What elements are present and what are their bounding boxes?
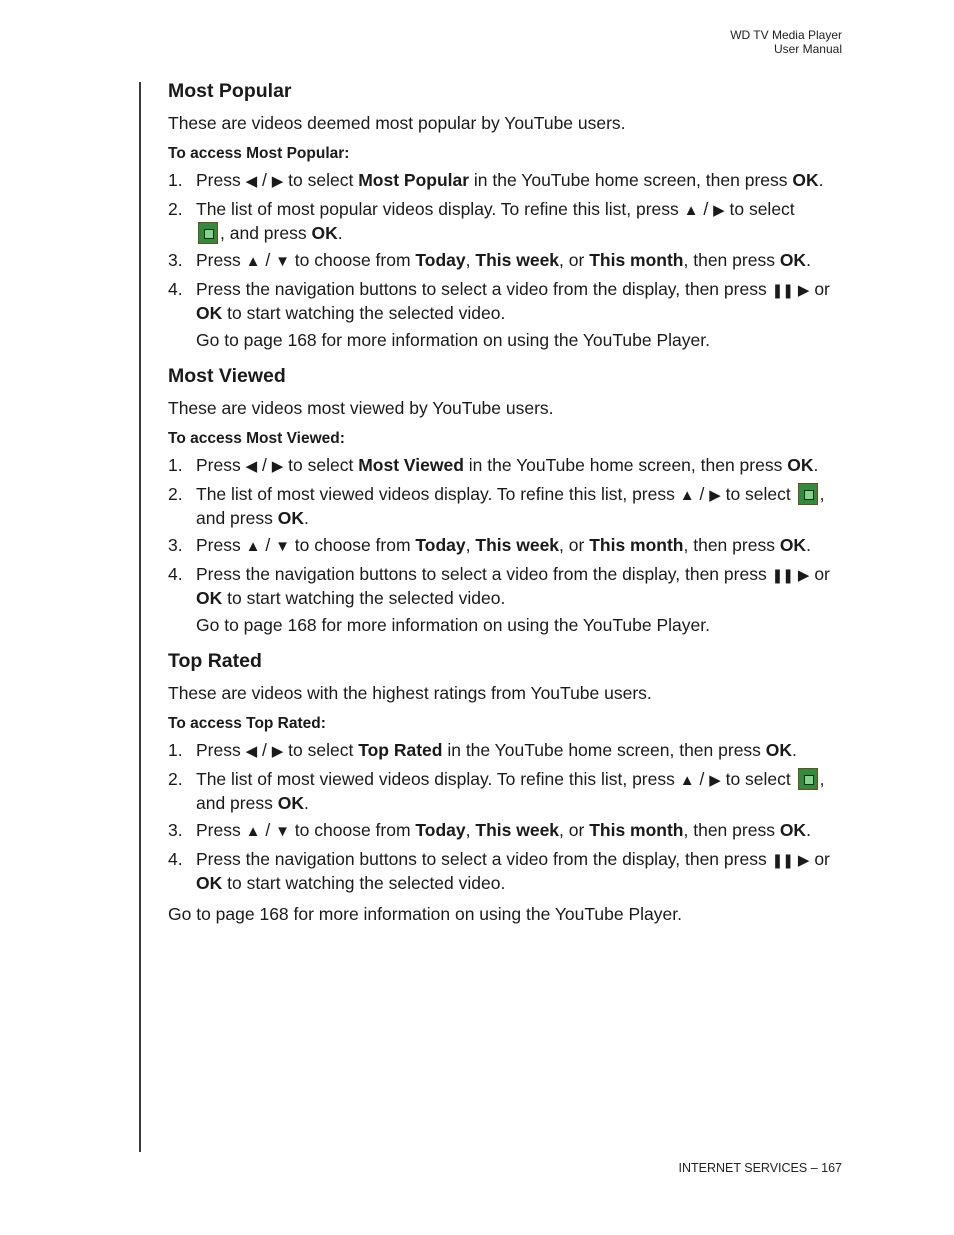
page-content	[168, 78, 848, 925]
step-number: 3.	[168, 250, 183, 270]
section-most-viewed	[168, 363, 848, 636]
step-4: 4. Press the navigation buttons to select a video from the display, then press ❚❚ ▶ or OK to start watching the selected video.	[168, 279, 830, 323]
right-arrow-icon: ▶	[271, 458, 284, 475]
pause-icon: ❚❚	[771, 282, 794, 298]
step-number: 4.	[168, 849, 183, 869]
step-1: 1. Press ◀ / ▶ to select Most Viewed in the YouTube home screen, then press OK.	[168, 454, 848, 478]
step-2: 2. The list of most popular videos display. To refine this list, press ▲ / ▶ to select , and press OK.	[168, 199, 795, 243]
section-intro: These are videos with the highest ratings from YouTube users.	[168, 683, 652, 703]
step-1: 1. Press ◀ / ▶ to select Top Rated in the YouTube home screen, then press OK.	[168, 739, 848, 763]
procedure-heading: To access Most Viewed:	[168, 430, 345, 447]
left-arrow-icon: ◀	[245, 173, 258, 190]
right-arrow-icon: ▶	[709, 772, 721, 789]
step-2: 2. The list of most viewed videos display. To refine this list, press ▲ / ▶ to select , and press OK.	[168, 484, 825, 528]
up-arrow-icon: ▲	[683, 202, 699, 219]
section-top-rated	[168, 648, 848, 894]
step-2: 2. The list of most viewed videos display. To refine this list, press ▲ / ▶ to select , and press OK.	[168, 769, 825, 813]
steps-list	[168, 454, 848, 609]
step-number: 1.	[168, 455, 183, 475]
green-refine-icon	[198, 222, 218, 244]
reference-note: Go to page 168 for more information on using the YouTube Player.	[196, 615, 710, 635]
section-title: Most Viewed	[168, 365, 286, 387]
procedure-heading: To access Most Popular:	[168, 145, 350, 162]
steps-list	[168, 169, 848, 324]
up-arrow-icon: ▲	[245, 538, 261, 555]
reference-note: Go to page 168 for more information on using the YouTube Player.	[196, 330, 710, 350]
section-intro: These are videos deemed most popular by YouTube users.	[168, 113, 626, 133]
step-4: 4. Press the navigation buttons to select a video from the display, then press ❚❚ ▶ or OK to start watching the selected video.	[168, 849, 830, 893]
header-title: WD TV Media Player	[730, 28, 842, 42]
step-number: 3.	[168, 535, 183, 555]
step-number: 1.	[168, 170, 183, 190]
step-number: 2.	[168, 769, 183, 789]
running-header	[730, 28, 842, 56]
margin-rule	[139, 82, 141, 1152]
left-arrow-icon: ◀	[245, 743, 258, 760]
closing-note: Go to page 168 for more information on using the YouTube Player.	[168, 904, 682, 924]
step-number: 4.	[168, 279, 183, 299]
play-icon: ▶	[797, 852, 810, 869]
green-refine-icon	[798, 768, 818, 790]
left-arrow-icon: ◀	[245, 458, 258, 475]
up-arrow-icon: ▲	[245, 823, 261, 840]
section-title: Most Popular	[168, 80, 292, 102]
section-most-popular	[168, 78, 848, 351]
pause-icon: ❚❚	[771, 567, 794, 583]
green-refine-icon	[798, 483, 818, 505]
step-number: 2.	[168, 199, 183, 219]
page-footer: INTERNET SERVICES – 167	[678, 1161, 842, 1175]
pause-icon: ❚❚	[771, 852, 794, 868]
down-arrow-icon: ▼	[275, 538, 290, 555]
down-arrow-icon: ▼	[275, 253, 290, 270]
steps-list	[168, 739, 848, 894]
section-title: Top Rated	[168, 650, 262, 672]
header-subtitle: User Manual	[773, 42, 842, 56]
up-arrow-icon: ▲	[679, 772, 695, 789]
play-icon: ▶	[797, 567, 810, 584]
right-arrow-icon: ▶	[271, 743, 284, 760]
up-arrow-icon: ▲	[679, 487, 695, 504]
section-intro: These are videos most viewed by YouTube users.	[168, 398, 554, 418]
procedure-heading: To access Top Rated:	[168, 715, 326, 732]
step-1: 1. Press ◀ / ▶ to select Most Popular in the YouTube home screen, then press OK.	[168, 169, 848, 193]
step-number: 2.	[168, 484, 183, 504]
step-number: 3.	[168, 820, 183, 840]
right-arrow-icon: ▶	[709, 487, 721, 504]
play-icon: ▶	[797, 282, 810, 299]
step-3: 3. Press ▲ / ▼ to choose from Today, This week, or This month, then press OK.	[168, 534, 848, 558]
down-arrow-icon: ▼	[275, 823, 290, 840]
step-3: 3. Press ▲ / ▼ to choose from Today, This week, or This month, then press OK.	[168, 249, 848, 273]
right-arrow-icon: ▶	[713, 202, 725, 219]
up-arrow-icon: ▲	[245, 253, 261, 270]
step-4: 4. Press the navigation buttons to select a video from the display, then press ❚❚ ▶ or OK to start watching the selected video.	[168, 564, 830, 608]
step-number: 1.	[168, 740, 183, 760]
step-number: 4.	[168, 564, 183, 584]
right-arrow-icon: ▶	[271, 173, 284, 190]
step-3: 3. Press ▲ / ▼ to choose from Today, This week, or This month, then press OK.	[168, 819, 848, 843]
